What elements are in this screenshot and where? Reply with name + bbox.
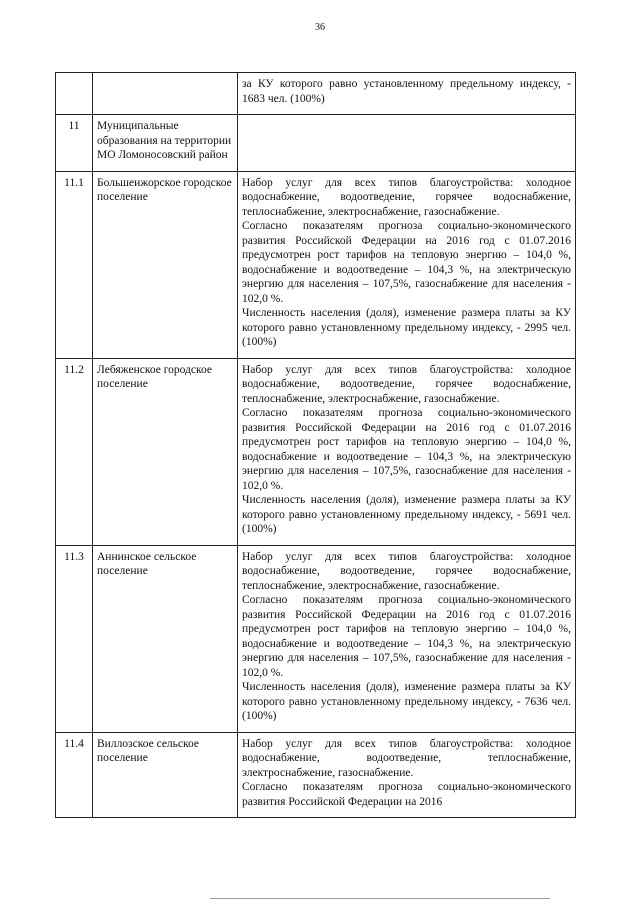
row-number: 11.3 bbox=[56, 545, 93, 732]
table-row bbox=[56, 73, 576, 115]
description-paragraph: Набор услуг для всех типов благоустройства: холодное водоснабжение, водоотведение, горячее водоснабжение, теплоснабжение, электроснабжение, газоснабжение. bbox=[242, 363, 571, 405]
municipality-name: Муниципальные образования на территории МО Ломоносовский район bbox=[93, 115, 238, 172]
table-row bbox=[56, 545, 576, 732]
row-description bbox=[238, 732, 576, 818]
row-number bbox=[56, 73, 93, 115]
table-row bbox=[56, 732, 576, 818]
row-number: 11.1 bbox=[56, 171, 93, 358]
page-number: 36 bbox=[315, 22, 325, 33]
table-row bbox=[56, 358, 576, 545]
tariff-table bbox=[55, 72, 576, 818]
description-paragraph: Численность населения (доля), изменение размера платы за КУ которого равно установленному предельному индексу, - 7636 чел. (100%) bbox=[242, 681, 571, 722]
description-paragraph: Численность населения (доля), изменение размера платы за КУ которого равно установленному предельному индексу, - 2995 чел. (100%) bbox=[242, 307, 571, 348]
description-paragraph: Набор услуг для всех типов благоустройства: холодное водоснабжение, водоотведение, горячее водоснабжение, теплоснабжение, электроснабжение, газоснабжение. bbox=[242, 176, 571, 218]
table-row bbox=[56, 115, 576, 172]
scan-edge-line bbox=[210, 898, 550, 899]
description-paragraph: Набор услуг для всех типов благоустройства: холодное водоснабжение, водоотведение, горячее водоснабжение, теплоснабжение, электроснабжение, газоснабжение. bbox=[242, 550, 571, 592]
description-paragraph: Согласно показателям прогноза социально-экономического развития Российской Федерации на 2016 bbox=[242, 781, 571, 808]
row-description bbox=[238, 115, 576, 172]
municipality-name: Большеижорское городское поселение bbox=[93, 171, 238, 358]
row-description bbox=[238, 73, 576, 115]
municipality-name: Виллозское сельское поселение bbox=[93, 732, 238, 818]
description-paragraph: Набор услуг для всех типов благоустройства: холодное водоснабжение, водоотведение, теплоснабжение, электроснабжение, газоснабжение. bbox=[242, 737, 571, 779]
row-description bbox=[238, 171, 576, 358]
municipality-name: Лебяженское городское поселение bbox=[93, 358, 238, 545]
municipality-name: Аннинское сельское поселение bbox=[93, 545, 238, 732]
row-description bbox=[238, 545, 576, 732]
row-number: 11.4 bbox=[56, 732, 93, 818]
description-paragraph: за КУ которого равно установленному предельному индексу, - 1683 чел. (100%) bbox=[242, 78, 571, 105]
row-description bbox=[238, 358, 576, 545]
description-paragraph: Численность населения (доля), изменение размера платы за КУ которого равно установленному предельному индексу, - 5691 чел. (100%) bbox=[242, 494, 571, 535]
description-paragraph: Согласно показателям прогноза социально-экономического развития Российской Федерации на 2016 год с 01.07.2016 предусмотрен рост тарифов на тепловую энергию – 104,0 %, водоснабжение и водоотведение – 104,3 %, на электрическую энергию для населения – 107,5%, газоснабжение для населения - 102,0 %. bbox=[242, 407, 571, 492]
row-number: 11 bbox=[56, 115, 93, 172]
municipality-name bbox=[93, 73, 238, 115]
table-body bbox=[56, 73, 576, 818]
row-number: 11.2 bbox=[56, 358, 93, 545]
description-paragraph: Согласно показателям прогноза социально-экономического развития Российской Федерации на 2016 год с 01.07.2016 предусмотрен рост тарифов на тепловую энергию – 104,0 %, водоснабжение и водоотведение – 104,3 %, на электрическую энергию для населения – 107,5%, газоснабжение для населения - 102,0 %. bbox=[242, 594, 571, 679]
description-paragraph: Согласно показателям прогноза социально-экономического развития Российской Федерации на 2016 год с 01.07.2016 предусмотрен рост тарифов на тепловую энергию – 104,0 %, водоснабжение и водоотведение – 104,3 %, на электрическую энергию для населения – 107,5%, газоснабжение для населения - 102,0 %. bbox=[242, 220, 571, 305]
table-row bbox=[56, 171, 576, 358]
